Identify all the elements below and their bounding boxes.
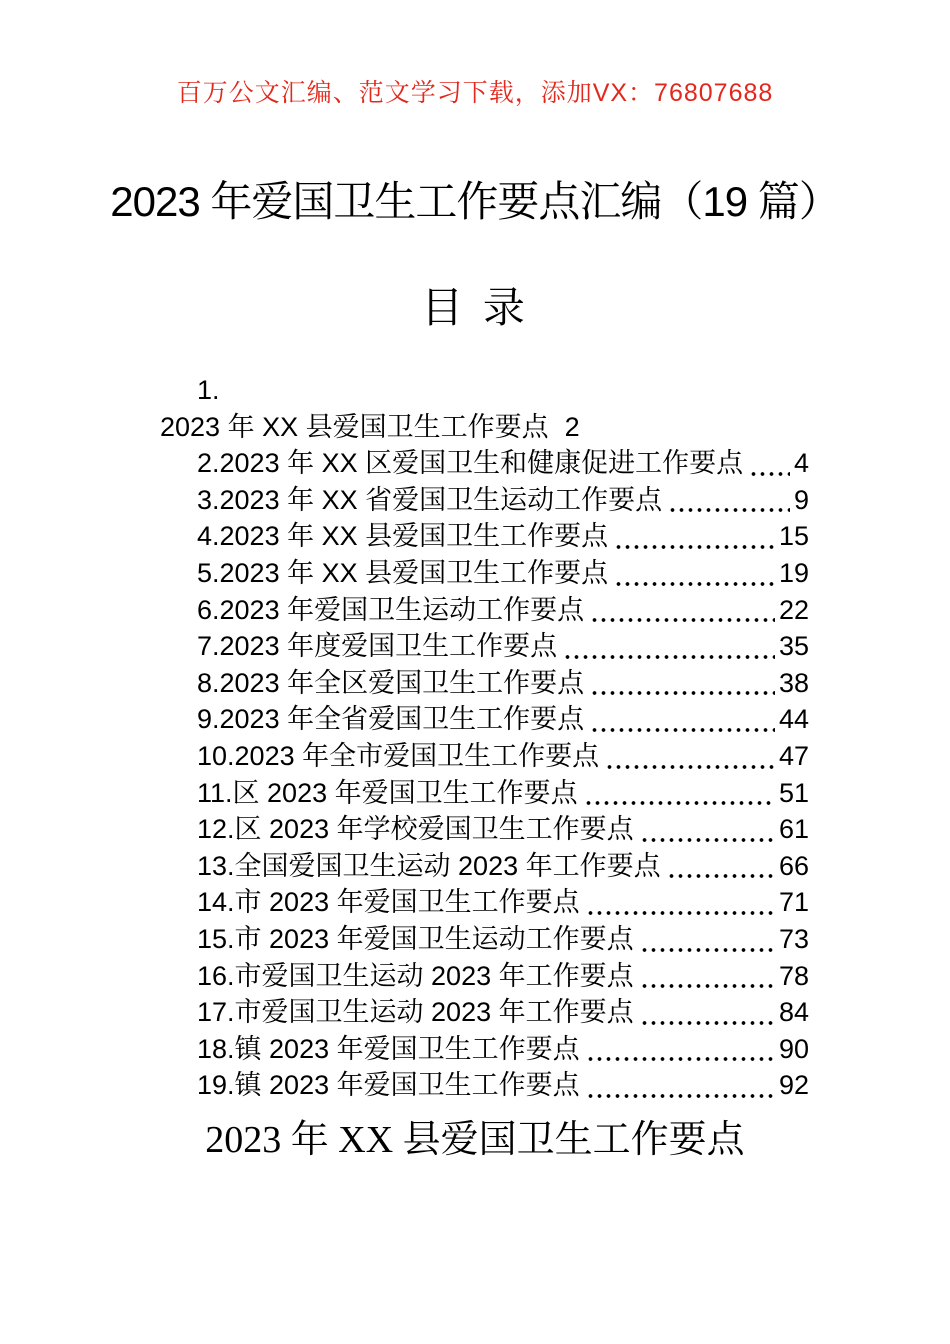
- toc-leader-dots: [640, 833, 775, 843]
- toc-item-label: 15.市 2023 年爱国卫生运动工作要点: [197, 923, 634, 954]
- toc-item-label: 9.2023 年全省爱国卫生工作要点: [197, 704, 585, 735]
- toc-heading: 目 录: [421, 284, 529, 331]
- toc-leader-dots: [668, 503, 790, 513]
- toc-item: [160, 701, 809, 738]
- toc-item-label: 5.2023 年 XX 县爱国卫生工作要点: [197, 557, 609, 588]
- toc-leader-dots: [640, 979, 775, 989]
- section-title: 2023 年 XX 县爱国卫生工作要点: [205, 1119, 745, 1161]
- toc-page-number: 78: [778, 960, 809, 991]
- toc-item: [160, 884, 809, 921]
- toc-item: [160, 628, 809, 665]
- toc-item: [160, 1067, 809, 1104]
- toc-page-number: 47: [778, 740, 809, 771]
- toc-item: [160, 555, 809, 592]
- toc-leader-dots: [640, 1016, 775, 1026]
- toc-leader-dots: [640, 943, 775, 953]
- toc-leader-dots: [590, 723, 775, 733]
- toc-leader-dots: [749, 467, 790, 477]
- toc-item-label: 6.2023 年爱国卫生运动工作要点: [197, 594, 585, 625]
- toc-item: [160, 409, 809, 446]
- toc-item-label: 2.2023 年 XX 区爱国卫生和健康促进工作要点: [197, 448, 744, 479]
- toc-leader-dots: [590, 613, 775, 623]
- toc-page-number: 15: [778, 521, 809, 552]
- toc-item-label: 17.市爱国卫生运动 2023 年工作要点: [197, 997, 634, 1028]
- toc-page-number: 92: [778, 1070, 809, 1101]
- toc-page-number: 19: [778, 557, 809, 588]
- toc-item-label: 16.市爱国卫生运动 2023 年工作要点: [197, 960, 634, 991]
- toc-page-number: 2: [564, 411, 580, 442]
- toc-page-number: 9: [793, 484, 809, 515]
- toc-page-number: 22: [778, 594, 809, 625]
- toc-page-number: 61: [778, 814, 809, 845]
- toc-leader-dots: [563, 650, 775, 660]
- toc-item-label: 10.2023 年全市爱国卫生工作要点: [197, 740, 600, 771]
- promo-banner-text: 百万公文汇编、范文学习下载，添加VX：76807688: [176, 79, 774, 107]
- toc-item: [160, 811, 809, 848]
- toc-item: [160, 372, 809, 409]
- toc-item: [160, 665, 809, 702]
- toc-item: [160, 921, 809, 958]
- document-title: 2023 年爱国卫生工作要点汇编（19 篇）: [110, 178, 840, 225]
- toc-item: [160, 994, 809, 1031]
- toc-leader-dots: [586, 1089, 775, 1099]
- toc-item-label: 14.市 2023 年爱国卫生工作要点: [197, 887, 580, 918]
- toc-item: [160, 482, 809, 519]
- toc-item: [160, 738, 809, 775]
- toc-leader-dots: [667, 869, 775, 879]
- toc-page-number: 84: [778, 997, 809, 1028]
- toc-page-number: 38: [778, 667, 809, 698]
- toc-item: [160, 775, 809, 812]
- toc-page-number: 90: [778, 1033, 809, 1064]
- toc-leader-dots: [586, 906, 775, 916]
- toc-leader-dots: [590, 686, 775, 696]
- toc-item-label: 1.: [197, 375, 220, 405]
- toc-page-number: 73: [778, 923, 809, 954]
- toc-item: [160, 958, 809, 995]
- toc-page-number: 4: [793, 448, 809, 479]
- toc-item: [160, 1031, 809, 1068]
- toc-leader-dots: [614, 540, 775, 550]
- toc-page-number: 35: [778, 631, 809, 662]
- toc-item-label: 18.镇 2023 年爱国卫生工作要点: [197, 1033, 580, 1064]
- toc-item-label: 11.区 2023 年爱国卫生工作要点: [197, 777, 578, 808]
- toc-item-label: 3.2023 年 XX 省爱国卫生运动工作要点: [197, 484, 663, 515]
- toc-item: [160, 592, 809, 629]
- toc-item-label: 2023 年 XX 县爱国卫生工作要点: [160, 411, 549, 442]
- toc-leader-dots: [614, 577, 775, 587]
- toc-list: [160, 372, 809, 1104]
- toc-leader-dots: [605, 760, 775, 770]
- toc-item-label: 13.全国爱国卫生运动 2023 年工作要点: [197, 850, 661, 881]
- toc-page-number: 71: [778, 887, 809, 918]
- toc-page-number: 44: [778, 704, 809, 735]
- toc-item-label: 7.2023 年度爱国卫生工作要点: [197, 631, 558, 662]
- toc-item: [160, 848, 809, 885]
- toc-leader-dots: [586, 1052, 775, 1062]
- toc-item-label: 8.2023 年全区爱国卫生工作要点: [197, 667, 585, 698]
- toc-item-label: 4.2023 年 XX 县爱国卫生工作要点: [197, 521, 609, 552]
- toc-page-number: 66: [778, 850, 809, 881]
- toc-item-label: 12.区 2023 年学校爱国卫生工作要点: [197, 814, 634, 845]
- toc-item: [160, 518, 809, 555]
- toc-leader-dots: [584, 796, 775, 806]
- toc-page-number: 51: [778, 777, 809, 808]
- toc-item-label: 19.镇 2023 年爱国卫生工作要点: [197, 1070, 580, 1101]
- toc-item: [160, 445, 809, 482]
